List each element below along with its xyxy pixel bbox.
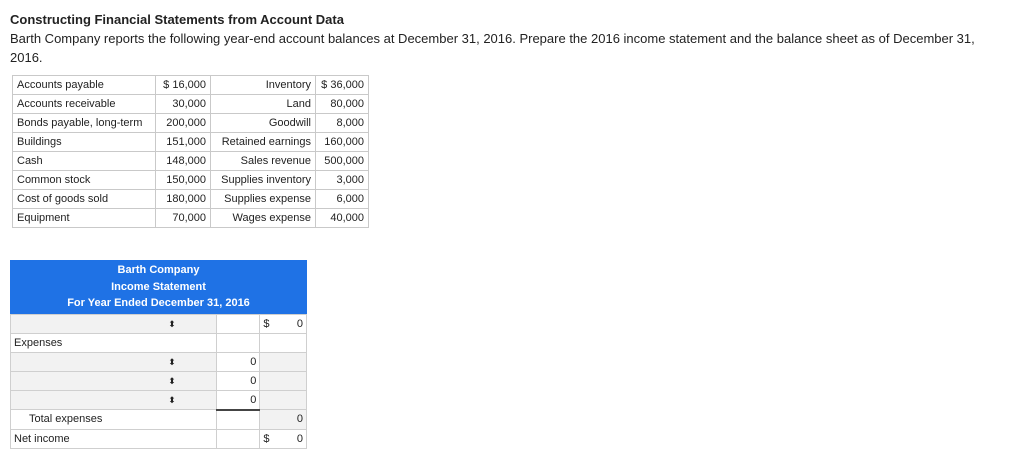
select-arrow-icon: ⬍: [168, 356, 176, 367]
income-statement: [10, 260, 307, 449]
empty-cell: [216, 410, 260, 430]
empty-cell: [216, 429, 260, 448]
problem-title: Constructing Financial Statements from Account Data: [10, 12, 344, 27]
select-arrow-icon: ⬍: [168, 375, 176, 386]
revenue-account-select[interactable]: [11, 314, 217, 333]
account-name: Bonds payable, long-term: [13, 114, 156, 133]
total-expenses-label: Total expenses: [11, 410, 217, 430]
account-amount: $ 36,000: [316, 76, 369, 95]
expenses-label-row: [11, 333, 307, 352]
table-row: [13, 76, 369, 95]
empty-cell: [260, 333, 307, 352]
expense-account-select-3[interactable]: [11, 390, 217, 410]
account-name: Accounts payable: [13, 76, 156, 95]
income-statement-table: [10, 314, 307, 449]
table-row: [13, 209, 369, 228]
account-amount: 70,000: [156, 209, 211, 228]
account-name: Buildings: [13, 133, 156, 152]
account-name: Supplies inventory: [211, 171, 316, 190]
account-name: Cost of goods sold: [13, 190, 156, 209]
empty-cell: [260, 352, 307, 371]
expense-account-select-1[interactable]: [11, 352, 217, 371]
income-statement-header: [10, 260, 307, 314]
account-amount: 6,000: [316, 190, 369, 209]
statement-period: For Year Ended December 31, 2016: [67, 297, 250, 309]
account-amount: 30,000: [156, 95, 211, 114]
expense-row: [11, 371, 307, 390]
account-amount: 40,000: [316, 209, 369, 228]
account-name: Land: [211, 95, 316, 114]
account-amount: $ 16,000: [156, 76, 211, 95]
expense-row: [11, 352, 307, 371]
account-name: Goodwill: [211, 114, 316, 133]
expense-amount-input-3[interactable]: 0: [216, 390, 260, 410]
expense-account-select-2[interactable]: [11, 371, 217, 390]
account-amount: 160,000: [316, 133, 369, 152]
revenue-total-input[interactable]: [260, 314, 307, 333]
account-amount: 151,000: [156, 133, 211, 152]
revenue-subtotal-input[interactable]: [216, 314, 260, 333]
table-row: [13, 95, 369, 114]
total-expenses-row: [11, 410, 307, 430]
table-row: [13, 190, 369, 209]
account-name: Common stock: [13, 171, 156, 190]
account-amount: 180,000: [156, 190, 211, 209]
account-name: Cash: [13, 152, 156, 171]
problem-header: [10, 11, 1014, 67]
account-name: Equipment: [13, 209, 156, 228]
currency-symbol: $: [263, 317, 270, 330]
statement-name: Income Statement: [111, 280, 206, 293]
table-row: [13, 133, 369, 152]
account-amount: 8,000: [316, 114, 369, 133]
account-amount: 500,000: [316, 152, 369, 171]
account-name: Wages expense: [211, 209, 316, 228]
select-arrow-icon: ⬍: [168, 318, 176, 329]
account-name: Accounts receivable: [13, 95, 156, 114]
problem-description: Barth Company reports the following year-end account balances at December 31, 2016. Prepare the 2016 income statement and the balance sheet as of December 31, 2016.: [10, 31, 975, 65]
account-amount: 200,000: [156, 114, 211, 133]
select-arrow-icon: ⬍: [168, 394, 176, 405]
net-income-value: 0: [296, 432, 303, 445]
account-name: Sales revenue: [211, 152, 316, 171]
net-income-row: [11, 429, 307, 448]
account-amount: 148,000: [156, 152, 211, 171]
company-name: Barth Company: [117, 264, 200, 276]
account-name: Retained earnings: [211, 133, 316, 152]
expenses-label: Expenses: [11, 333, 217, 352]
account-amount: 150,000: [156, 171, 211, 190]
expense-row: [11, 390, 307, 410]
account-name: Inventory: [211, 76, 316, 95]
revenue-total-value: 0: [296, 317, 303, 330]
net-income-cell: [260, 429, 307, 448]
net-income-label: Net income: [11, 429, 217, 448]
empty-cell: [260, 390, 307, 410]
empty-cell: [216, 333, 260, 352]
account-amount: 80,000: [316, 95, 369, 114]
revenue-row: [11, 314, 307, 333]
currency-symbol: $: [263, 432, 270, 445]
table-row: [13, 152, 369, 171]
account-name: Supplies expense: [211, 190, 316, 209]
expense-amount-input-1[interactable]: 0: [216, 352, 260, 371]
expense-amount-input-2[interactable]: 0: [216, 371, 260, 390]
account-balances-table: [12, 75, 369, 228]
account-amount: 3,000: [316, 171, 369, 190]
table-row: [13, 171, 369, 190]
empty-cell: [260, 371, 307, 390]
total-expenses-value: 0: [260, 410, 307, 430]
table-row: [13, 114, 369, 133]
